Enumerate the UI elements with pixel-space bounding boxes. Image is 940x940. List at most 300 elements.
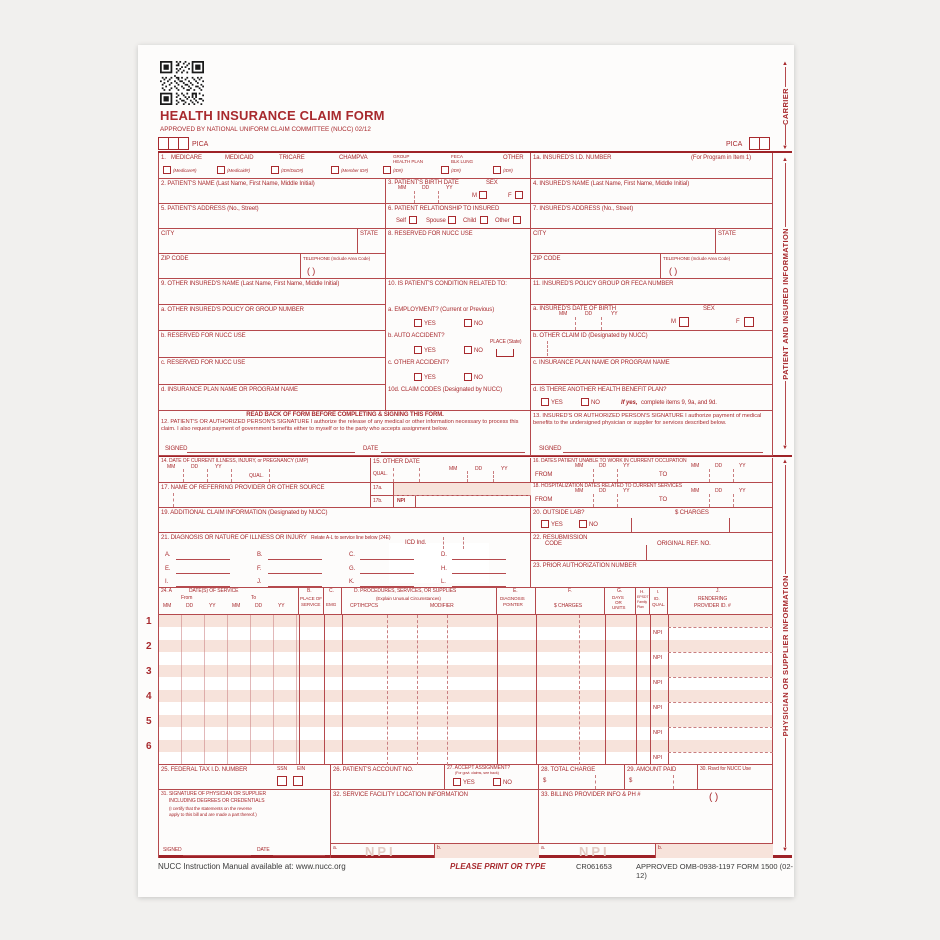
footer-code: CR061653 — [576, 862, 612, 871]
box32a-npi-watermark: NPI — [365, 844, 396, 859]
box1-other-label: OTHER — [503, 155, 524, 161]
box16-mm2: MM — [691, 463, 700, 469]
box19-additional-claim-info[interactable] — [159, 508, 531, 533]
field-patient-city[interactable] — [159, 229, 358, 254]
box15-label: 15. OTHER DATE — [373, 459, 420, 465]
hdr-days: DAYS — [612, 595, 624, 600]
box14-dd: DD — [191, 464, 199, 470]
patient-state-label: STATE — [360, 231, 378, 237]
box19-label: 19. ADDITIONAL CLAIM INFORMATION (Designated by NUCC) — [161, 510, 328, 516]
checkbox-rel-spouse[interactable] — [448, 216, 456, 224]
field-patient-zip[interactable] — [159, 254, 301, 279]
checkbox-rel-self[interactable] — [409, 216, 417, 224]
insured-zip-label: ZIP CODE — [533, 256, 561, 262]
box1-insurance-type[interactable] — [159, 153, 531, 179]
box18-from: FROM — [535, 497, 553, 503]
box6-self: Self — [396, 218, 406, 224]
hdr-g: G. — [617, 588, 623, 594]
checkbox-auto-no[interactable] — [464, 346, 472, 354]
diag-k: K. — [349, 579, 355, 585]
col24b-header — [299, 588, 324, 615]
diag-e-line[interactable] — [176, 573, 230, 574]
box12-body: I authorize the release of any medical or other information necessary to process this claim. I also request payment of government benefits either to myself or to the party who accepts assignment below. — [161, 419, 519, 432]
hdr-provider-id: PROVIDER ID. # — [694, 603, 731, 609]
checkbox-auto-yes[interactable] — [414, 346, 422, 354]
checkbox-group-health[interactable] — [383, 166, 391, 174]
box32-service-facility[interactable] — [331, 790, 539, 858]
approved-subtitle: APPROVED BY NATIONAL UNIFORM CLAIM COMMITTEE (NUCC) 02/12 — [160, 126, 371, 133]
checkbox-feca[interactable] — [441, 166, 449, 174]
box13-signed-line[interactable] — [563, 452, 763, 453]
box7-insured-address[interactable] — [531, 204, 773, 229]
checkbox-insured-sex-f[interactable] — [744, 317, 754, 327]
page-title: HEALTH INSURANCE CLAIM FORM — [160, 108, 385, 123]
box1-feca-label: FECA — [451, 154, 463, 159]
box10c-yes: YES — [424, 375, 436, 381]
box32a-label: a. — [333, 845, 337, 851]
box12-text — [161, 419, 521, 433]
box11d-note1: If yes, — [621, 400, 638, 406]
field-insured-state[interactable] — [716, 229, 773, 254]
checkbox-benefit-no[interactable] — [581, 398, 589, 406]
checkbox-benefit-yes[interactable] — [541, 398, 549, 406]
box21-diagnosis[interactable] — [159, 533, 531, 588]
hdr-or: OR — [615, 600, 622, 605]
diag-l-line[interactable] — [452, 586, 506, 587]
box1-other-id: (ID#) — [503, 168, 513, 173]
diag-f: F. — [257, 566, 262, 572]
diag-k-line[interactable] — [360, 586, 414, 587]
hdr-family: Family — [637, 600, 647, 604]
box18-dd2: DD — [715, 488, 723, 494]
insured-state-label: STATE — [718, 231, 736, 237]
box31-label1: 31. SIGNATURE OF PHYSICIAN OR SUPPLIER — [161, 791, 267, 797]
box32b-label: b. — [437, 845, 441, 851]
hdr-c: C. — [329, 588, 334, 594]
hdr-pointer: POINTER — [503, 602, 523, 607]
box3-f: F — [508, 193, 512, 199]
box2-patient-name[interactable] — [159, 179, 386, 204]
box18-mm2: MM — [691, 488, 700, 494]
box28-label: 28. TOTAL CHARGE — [541, 767, 596, 773]
box33a-npi-cell[interactable] — [539, 843, 656, 858]
col24h-header — [636, 588, 650, 615]
box1a-note: (For Program in Item 1) — [691, 155, 752, 161]
box11c-label: c. INSURANCE PLAN NAME OR PROGRAM NAME — [533, 360, 670, 366]
box6-child: Child — [463, 218, 477, 224]
box12-signed-line[interactable] — [187, 452, 355, 453]
box17a-label: 17a. — [373, 485, 383, 491]
box15-other-date[interactable] — [371, 458, 531, 483]
diag-h: H. — [441, 566, 447, 572]
hdr-dd2: DD — [255, 603, 263, 609]
hdr-modifier: MODIFIER — [430, 603, 454, 609]
box11a-dd: DD — [585, 311, 593, 317]
box26-patient-account[interactable] — [331, 765, 445, 790]
checkbox-rel-child[interactable] — [480, 216, 488, 224]
checkbox-ein[interactable] — [293, 776, 303, 786]
box27-accept-assignment — [445, 765, 539, 790]
box11a-label: a. INSURED'S DATE OF BIRTH — [533, 306, 617, 312]
box27-yes: YES — [463, 780, 475, 786]
hdr-yy2: YY — [278, 603, 285, 609]
box17b-npi-label: NPI — [397, 498, 406, 504]
box23-prior-authorization[interactable] — [531, 561, 773, 588]
box32-label: 32. SERVICE FACILITY LOCATION INFORMATION — [333, 792, 468, 798]
box14-current-illness-date[interactable] — [159, 458, 371, 483]
box21-icd: ICD Ind. — [405, 540, 427, 546]
hdr-diagnosis: DIAGNOSIS — [500, 596, 525, 601]
box1-champva-id: (Member ID#) — [341, 168, 369, 173]
box11d-label: d. IS THERE ANOTHER HEALTH BENEFIT PLAN? — [533, 387, 667, 393]
box16-to: TO — [659, 472, 668, 478]
hdr-epsdt: EPSDT — [637, 595, 649, 599]
box16-yy1: YY — [623, 463, 630, 469]
box1-medicaid-label: MEDICAID — [225, 155, 254, 161]
box10a-no: NO — [474, 321, 483, 327]
box33-parens: ( ) — [709, 792, 719, 803]
box22-original-ref: ORIGINAL REF. NO. — [657, 541, 711, 547]
box11b-other-claim-id[interactable] — [531, 331, 773, 358]
box10b-yes: YES — [424, 348, 436, 354]
box9a-policy-group[interactable] — [159, 305, 386, 331]
checkbox-lab-no[interactable] — [579, 520, 587, 528]
field-insured-phone[interactable] — [661, 254, 773, 279]
hdr-to: To — [251, 595, 257, 601]
box11a-sex: SEX — [703, 306, 715, 312]
box18-yy1: YY — [623, 488, 630, 494]
hdr-e: E. — [513, 588, 518, 594]
diag-i: I. — [165, 579, 169, 585]
box27-label: 27. ACCEPT ASSIGNMENT? — [447, 765, 511, 771]
box13-insured-signature[interactable] — [531, 411, 773, 456]
box3-birth-date[interactable] — [386, 179, 531, 204]
box33-billing-provider[interactable] — [539, 790, 773, 858]
box3-yy: YY — [446, 185, 453, 191]
patient-zip-label: ZIP CODE — [161, 256, 189, 262]
place-state-bracket[interactable] — [496, 349, 514, 357]
claim-form-page — [138, 45, 794, 897]
box20-outside-lab — [531, 508, 773, 533]
box1-champva-label: CHAMPVA — [339, 155, 368, 161]
box17-referring-provider[interactable] — [159, 483, 371, 508]
box28-total-charge[interactable] — [539, 765, 625, 790]
box32a-npi-cell[interactable] — [331, 843, 435, 858]
box32b-cell[interactable] — [435, 843, 539, 858]
diag-j-line[interactable] — [268, 586, 322, 587]
footer-approved: APPROVED OMB-0938-1197 FORM 1500 (02-12) — [636, 862, 794, 880]
box10d-claim-codes[interactable] — [386, 385, 531, 411]
box3-label: 3. PATIENT'S BIRTH DATE — [388, 180, 459, 186]
hdr-i: I. — [657, 589, 660, 594]
box30-label: 30. Rsvd for NUCC Use — [700, 766, 751, 772]
checkbox-medicare[interactable] — [163, 166, 171, 174]
checkbox-ssn[interactable] — [277, 776, 287, 786]
box10-label: 10. IS PATIENT'S CONDITION RELATED TO: — [388, 281, 507, 287]
margin-patient-label: PATIENT AND INSURED INFORMATION — [780, 228, 790, 380]
form-grid — [146, 153, 773, 859]
box28-dollar: $ — [543, 778, 547, 784]
box1-group-id: (ID#) — [393, 168, 403, 173]
checkbox-assignment-yes[interactable] — [453, 778, 461, 786]
box3-mm: MM — [398, 185, 407, 191]
box33a-npi-watermark: NPI — [579, 844, 610, 859]
service-lines-area[interactable] — [159, 615, 773, 765]
hdr-units: UNITS — [612, 605, 626, 610]
box1-tricare-id: (ID#/DoD#) — [281, 168, 304, 173]
box10b-label: b. AUTO ACCIDENT? — [388, 333, 445, 339]
box9a-label: a. OTHER INSURED'S POLICY OR GROUP NUMBER — [161, 307, 304, 313]
white-patch — [389, 543, 489, 583]
box11a-f: F — [736, 319, 740, 325]
box31-physician-signature[interactable] — [159, 790, 331, 858]
box13-signed: SIGNED — [539, 446, 562, 452]
box31-signed-line[interactable] — [183, 855, 251, 856]
hdr-mm2: MM — [232, 603, 241, 609]
box12-date: DATE — [363, 446, 379, 452]
box11a-insured-dob[interactable] — [531, 305, 773, 331]
box27-note: (For govt. claims, see back) — [455, 771, 499, 775]
box11d-yes: YES — [551, 400, 563, 406]
box31-date-line[interactable] — [273, 855, 325, 856]
box22-resubmission[interactable] — [531, 533, 773, 561]
checkbox-employment-no[interactable] — [464, 319, 472, 327]
box9-label: 9. OTHER INSURED'S NAME (Last Name, First Name, Middle Initial) — [161, 281, 340, 287]
box21-note: Relate A-L to service line below (24E) — [311, 535, 391, 541]
box25-federal-tax-id[interactable] — [159, 765, 331, 790]
arrow-down-icon: ▼ — [782, 445, 788, 452]
box9b-label: b. RESERVED FOR NUCC USE — [161, 333, 246, 339]
box9b-reserved — [159, 331, 386, 358]
box13-body: I authorize payment of medical benefits to the undersigned physician or supplier for services described below. — [533, 413, 762, 426]
box15-qual: QUAL. — [373, 471, 388, 477]
box18-mm1: MM — [575, 488, 584, 494]
hdr-plan: Plan — [637, 605, 644, 609]
hdr-place-of: PLACE OF — [300, 596, 322, 601]
box1-medicaid-id: (Medicaid#) — [227, 168, 250, 173]
box11-label: 11. INSURED'S POLICY GROUP OR FECA NUMBER — [533, 281, 674, 287]
box16-unable-to-work[interactable] — [531, 458, 773, 483]
box11-policy-group[interactable] — [531, 279, 773, 305]
box17-label: 17. NAME OF REFERRING PROVIDER OR OTHER SOURCE — [161, 485, 325, 491]
box20-label: 20. OUTSIDE LAB? — [533, 510, 585, 516]
line4-npi: NPI — [653, 705, 663, 711]
col24f-header — [536, 588, 605, 615]
checkbox-employment-yes[interactable] — [414, 319, 422, 327]
diag-f-line[interactable] — [268, 573, 322, 574]
hdr-service: SERVICE — [301, 602, 321, 607]
box11a-m: M — [671, 319, 676, 325]
diag-i-line[interactable] — [176, 586, 230, 587]
box10a-employment — [386, 305, 531, 331]
box31-label2: INCLUDING DEGREES OR CREDENTIALS — [169, 798, 265, 804]
arrow-down-icon: ▼ — [782, 145, 788, 151]
box18-yy2: YY — [739, 488, 746, 494]
checkbox-lab-yes[interactable] — [541, 520, 549, 528]
box4-label: 4. INSURED'S NAME (Last Name, First Name, Middle Initial) — [533, 181, 690, 187]
box10a-yes: YES — [424, 321, 436, 327]
box11d-other-benefit-plan — [531, 385, 773, 411]
box18-hospitalization-dates[interactable] — [531, 483, 773, 508]
box1a-label: 1a. INSURED'S I.D. NUMBER — [533, 155, 612, 161]
box3-m: M — [472, 193, 477, 199]
hdr-j: J. — [716, 588, 720, 594]
box18-dd1: DD — [599, 488, 607, 494]
box6-spouse: Spouse — [426, 218, 446, 224]
checkbox-other-accident-yes[interactable] — [414, 373, 422, 381]
box9-other-insured-name[interactable] — [159, 279, 386, 305]
hdr-dates-of-service: DATE(S) OF SERVICE — [189, 588, 239, 594]
box20-no: NO — [589, 522, 598, 528]
box4-insured-name[interactable] — [531, 179, 773, 204]
box12-date-line[interactable] — [381, 452, 525, 453]
box16-mm1: MM — [575, 463, 584, 469]
checkbox-sex-f[interactable] — [515, 191, 523, 199]
box1-group-label: GROUP — [393, 154, 410, 159]
box1a-insured-id[interactable] — [531, 153, 773, 179]
line5-npi: NPI — [653, 730, 663, 736]
box3-dd: DD — [422, 185, 430, 191]
checkbox-other[interactable] — [493, 166, 501, 174]
diag-b-line[interactable] — [268, 559, 322, 560]
footer-print-or-type: PLEASE PRINT OR TYPE — [450, 862, 546, 871]
diag-c: C. — [349, 552, 355, 558]
box6-label: 6. PATIENT RELATIONSHIP TO INSURED — [388, 206, 500, 212]
checkbox-insured-sex-m[interactable] — [679, 317, 689, 327]
box10b-no: NO — [474, 348, 483, 354]
field-patient-phone[interactable] — [301, 254, 386, 279]
line1-npi: NPI — [653, 630, 663, 636]
diag-g: G. — [349, 566, 356, 572]
hdr-procedures: D. PROCEDURES, SERVICES, OR SUPPLIES — [354, 588, 457, 594]
col24e-header — [497, 588, 536, 615]
diag-c-line[interactable] — [360, 559, 414, 560]
box1-medicare-id: (Medicare#) — [173, 168, 197, 173]
diag-h-line[interactable] — [452, 573, 506, 574]
margin-physician-label: PHYSICIAN OR SUPPLIER INFORMATION — [780, 575, 790, 737]
box10b-place: PLACE (State) — [490, 339, 522, 345]
pica-box-right-2[interactable] — [759, 137, 770, 150]
box27-no: NO — [503, 780, 512, 786]
patient-phone-label: TELEPHONE (Include Area Code) — [303, 256, 371, 261]
margin-carrier — [778, 61, 792, 151]
box16-yy2: YY — [739, 463, 746, 469]
box1-medicare-label: MEDICARE — [171, 155, 202, 161]
field-insured-zip[interactable] — [531, 254, 661, 279]
box11c-insurance-plan[interactable] — [531, 358, 773, 385]
diag-d-line[interactable] — [452, 559, 506, 560]
checkbox-champva[interactable] — [331, 166, 339, 174]
col24i-header — [650, 588, 668, 615]
box3-sex: SEX — [486, 180, 498, 186]
line3-npi: NPI — [653, 680, 663, 686]
box25-ssn: SSN — [277, 766, 287, 772]
hdr-rendering: RENDERING — [698, 596, 728, 602]
box33b-cell[interactable] — [656, 843, 773, 858]
readback-header: READ BACK OF FORM BEFORE COMPLETING & SIGNING THIS FORM. — [246, 412, 444, 418]
field-patient-state[interactable] — [358, 229, 386, 254]
hdr-f: F. — [568, 588, 572, 594]
box12-signed: SIGNED — [165, 446, 188, 452]
box9d-insurance-plan[interactable] — [159, 385, 386, 411]
box9c-reserved — [159, 358, 386, 385]
line-number-1: 1 — [146, 616, 152, 627]
diag-g-line[interactable] — [360, 573, 414, 574]
box29-label: 29. AMOUNT PAID — [627, 767, 677, 773]
pica-label-left: PICA — [192, 141, 209, 148]
col24a-header — [159, 588, 299, 615]
box11d-no: NO — [591, 400, 600, 406]
box16-from: FROM — [535, 472, 553, 478]
hdr-unusual: (Explain Unusual Circumstances) — [376, 596, 441, 601]
box12-patient-signature[interactable] — [159, 411, 531, 456]
box15-dd: DD — [475, 466, 483, 472]
checkbox-assignment-no[interactable] — [493, 778, 501, 786]
hdr-h: H. — [640, 589, 645, 594]
box31-signed: SIGNED — [163, 847, 182, 853]
line-number-6: 6 — [146, 741, 152, 752]
box10b-auto-accident — [386, 331, 531, 358]
box11a-yy: YY — [611, 311, 618, 317]
box31-date: DATE — [257, 847, 270, 853]
diag-b: B. — [257, 552, 263, 558]
hdr-24a: 24. A — [161, 588, 172, 594]
box11a-mm: MM — [559, 311, 568, 317]
box30-rsvd-nucc — [698, 765, 773, 790]
box14-qual: QUAL. — [249, 473, 264, 479]
box10d-label: 10d. CLAIM CODES (Designated by NUCC) — [388, 387, 503, 393]
box33a-label: a. — [541, 845, 545, 851]
arrow-up-icon: ▲ — [782, 157, 788, 163]
line-number-4: 4 — [146, 691, 152, 702]
box1-feca-label2: BLK LUNG — [451, 159, 473, 164]
checkbox-other-accident-no[interactable] — [464, 373, 472, 381]
pica-label-right: PICA — [726, 141, 743, 148]
box10a-label: a. EMPLOYMENT? (Current or Previous) — [388, 307, 495, 313]
box26-label: 26. PATIENT'S ACCOUNT NO. — [333, 767, 414, 773]
checkbox-sex-m[interactable] — [479, 191, 487, 199]
margin-carrier-label: CARRIER — [780, 87, 790, 125]
box5-patient-address[interactable] — [159, 204, 386, 229]
box7-label: 7. INSURED'S ADDRESS (No., Street) — [533, 206, 634, 212]
box17a-field[interactable] — [394, 483, 531, 495]
box16-dd1: DD — [599, 463, 607, 469]
arrow-up-icon: ▲ — [782, 61, 788, 67]
insured-city-label: CITY — [533, 231, 547, 237]
checkbox-tricare[interactable] — [271, 166, 279, 174]
checkbox-rel-other[interactable] — [513, 216, 521, 224]
box15-mm: MM — [449, 466, 458, 472]
box29-amount-paid[interactable] — [625, 765, 698, 790]
box10c-no: NO — [474, 375, 483, 381]
box25-ein: EIN — [297, 766, 306, 772]
box10-condition — [386, 279, 531, 305]
checkbox-medicaid[interactable] — [217, 166, 225, 174]
box6-relationship[interactable] — [386, 204, 531, 229]
pica-box-left-3[interactable] — [178, 137, 189, 150]
box25-label: 25. FEDERAL TAX I.D. NUMBER — [161, 767, 248, 773]
field-insured-city[interactable] — [531, 229, 716, 254]
box1-group-label2: HEALTH PLAN — [393, 159, 423, 164]
box8-reserved-nucc — [386, 229, 531, 279]
hdr-id: ID. — [654, 596, 660, 601]
box16-dd2: DD — [715, 463, 723, 469]
footer-manual[interactable]: NUCC Instruction Manual available at: www.nucc.org — [158, 862, 346, 871]
box17ab-provider-ids[interactable] — [371, 483, 531, 508]
margin-physician-supplier — [778, 459, 792, 853]
diag-a-line[interactable] — [176, 559, 230, 560]
arrow-down-icon: ▼ — [782, 847, 788, 853]
